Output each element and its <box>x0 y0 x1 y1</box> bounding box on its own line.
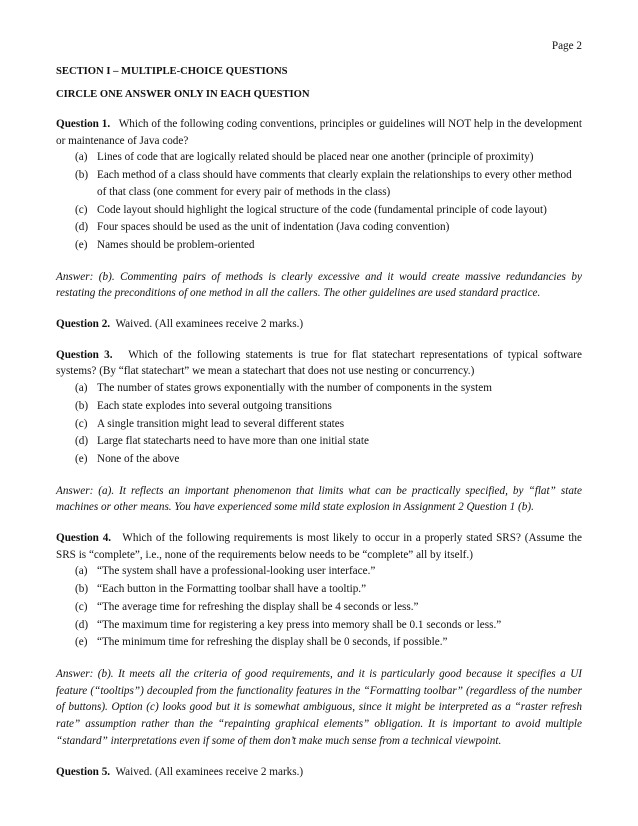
option-item: (e) “The minimum time for refreshing the display shall be 0 seconds, if possible.” <box>75 636 448 649</box>
question-3-label: Question 3. <box>56 348 113 361</box>
question-2-text: Waived. (All examinees receive 2 marks.) <box>115 318 304 331</box>
question-1-text: Which of the following coding conventions, principles or guidelines will NOT help in the development or maintenance of Java code? <box>56 118 582 147</box>
section-title: SECTION I – MULTIPLE-CHOICE QUESTIONS <box>56 66 288 77</box>
option-item: (e) None of the above <box>75 452 180 465</box>
question-4-text: Which of the following requirements is most likely to occur in a properly stated SRS? (Assume the SRS is “complete”, i.e., none of the requirements below needs to be “complete” all by itself.) <box>56 532 582 561</box>
question-4-label: Question 4. <box>56 532 112 545</box>
question-3-answer: Answer: (a). It reflects an important phenomenon that limits what can be practically specified, by “flat” state machines or other means. You have experienced some mild state explosion in Assignment 2 Question 1 (b). <box>56 484 582 514</box>
question-1 <box>56 116 582 149</box>
option-item: (c) “The average time for refreshing the display shall be 4 seconds or less.” <box>75 600 419 613</box>
question-4-options <box>75 563 582 651</box>
question-2-label: Question 2. <box>56 318 111 331</box>
question-1-options <box>75 149 582 253</box>
question-3-text: Which of the following statements is true for flat statechart representations of typical software systems? (By “flat statechart” we mean a statechart that does not use nesting or concurrency.) <box>56 348 582 378</box>
option-item: (d) Four spaces should be used as the unit of indentation (Java coding convention) <box>75 221 450 234</box>
question-4-answer: Answer: (b). It meets all the criteria of good requirements, and it is particularly good because it specifies a UI feature (“tooltips”) decoupled from the functionality features in the “Formatting toolbar” (regardless of the number of buttons). Option (c) looks good but it is somewhat ambiguous, since it might be interpreted as a “raster refresh rate” assumption rather than the “repainting graphical elements” obligation. It is important to avoid multiple “standard” interpretations even if some of them don’t make much sense from a technical viewpoint. <box>56 667 582 747</box>
exam-page <box>56 64 582 780</box>
option-item: (c) Code layout should highlight the logical structure of the code (fundamental principle of code layout) <box>75 203 547 216</box>
option-item: (a) Lines of code that are logically related should be placed near one another (principle of proximity) <box>75 151 534 164</box>
question-3-options <box>75 380 582 468</box>
option-item: (a) The number of states grows exponentially with the number of components in the system <box>75 382 492 395</box>
option-item: (b) Each state explodes into several outgoing transitions <box>75 399 332 412</box>
option-item: (b) Each method of a class should have comments that clearly explain the relationships to every other method of that class (one comment for every pair of methods in the class) <box>75 169 572 198</box>
option-item: (c) A single transition might lead to several different states <box>75 417 345 430</box>
option-item: (d) “The maximum time for registering a key press into memory shall be 0.1 seconds or less.” <box>75 618 502 631</box>
question-5 <box>56 764 582 781</box>
option-item: (d) Large flat statecharts need to have more than one initial state <box>75 435 369 448</box>
instruction-heading: CIRCLE ONE ANSWER ONLY IN EACH QUESTION <box>56 89 310 100</box>
question-5-text: Waived. (All examinees receive 2 marks.) <box>115 765 304 778</box>
option-item: (a) “The system shall have a professional-looking user interface.” <box>75 565 376 578</box>
question-4 <box>56 530 582 563</box>
option-item: (e) Names should be problem-oriented <box>75 238 255 251</box>
question-5-label: Question 5. <box>56 765 111 778</box>
page-number: Page 2 <box>551 40 582 52</box>
question-1-answer: Answer: (b). Commenting pairs of methods is clearly excessive and it would create massive redundancies by restating the preconditions of one method in all the callers. The other guidelines are used standard practice. <box>56 270 582 300</box>
question-1-label: Question 1. <box>56 118 111 130</box>
question-2 <box>56 316 582 333</box>
question-3 <box>56 347 582 380</box>
option-item: (b) “Each button in the Formatting toolbar shall have a tooltip.” <box>75 583 367 596</box>
